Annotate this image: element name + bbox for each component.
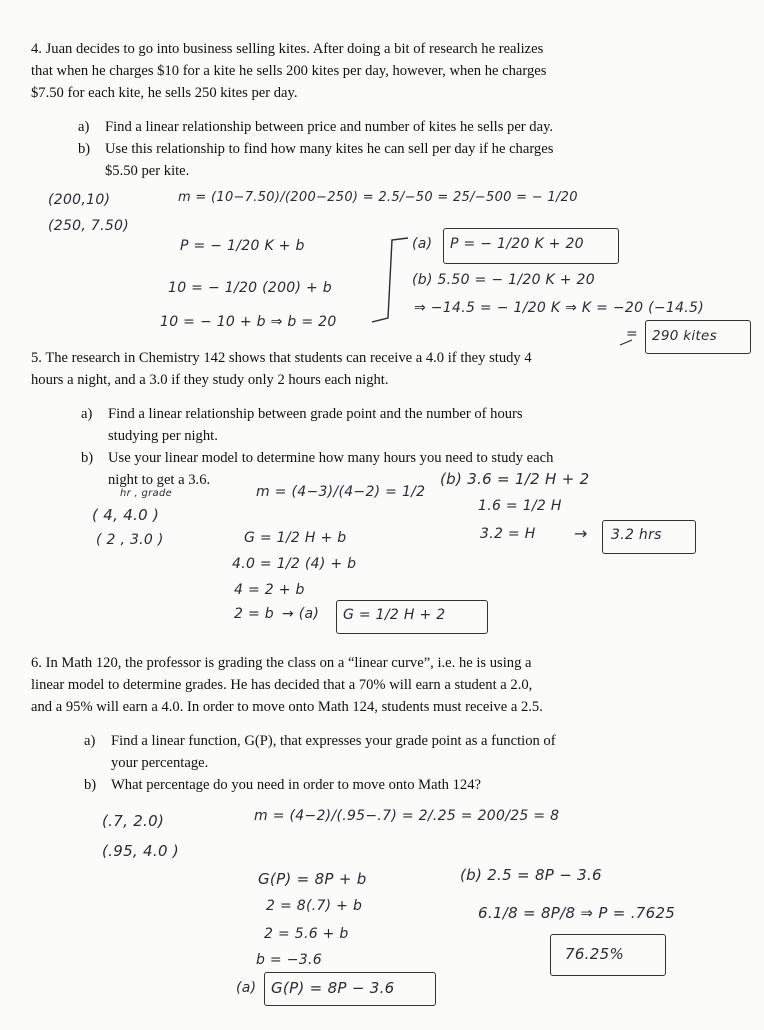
answer-b-box: [645, 320, 751, 354]
hw-part-b-step-2: 6.1/8 = 8P/8 ⇒ P = .7625: [478, 904, 676, 922]
part-a: a) Find a linear relationship between grade point and the number of hours: [81, 406, 523, 422]
answer-a-box: [443, 228, 619, 264]
answer-a-box: [336, 600, 488, 634]
problem-text-line: that when he charges $10 for a kite he sells 200 kites per day, however, when he charges: [31, 63, 547, 79]
hw-point-2: (250, 7.50): [48, 218, 130, 234]
hw-substitution-2: 10 = − 10 + b ⇒ b = 20: [160, 314, 337, 330]
answer-a-box: [264, 972, 436, 1006]
problem-6-parts: [84, 730, 644, 796]
hw-answer-a-label: → (a): [282, 606, 320, 622]
hw-column-note: hr , grade: [120, 488, 173, 499]
hw-slope-intercept-form: G = 1/2 H + b: [244, 530, 347, 546]
hw-part-b-step-1: (b) 3.6 = 1/2 H + 2: [440, 470, 590, 488]
problem-text-line: 4. Juan decides to go into business selling kites. After doing a bit of research he realizes: [31, 41, 544, 57]
problem-text-line: 6. In Math 120, the professor is grading the class on a “linear curve”, i.e. he is using a: [31, 655, 532, 671]
hw-substitution-1: 10 = − 1/20 (200) + b: [168, 280, 332, 296]
problem-text-line: 5. The research in Chemistry 142 shows that students can receive a 4.0 if they study 4: [31, 350, 532, 366]
part-b: b) What percentage do you need in order to move onto Math 124?: [84, 777, 481, 793]
bracket-stroke: [372, 238, 408, 322]
problem-text-line: hours a night, and a 3.0 if they study only 2 hours each night.: [31, 372, 389, 388]
hw-part-b-step-3: 3.2 = H: [480, 526, 536, 542]
part-a-continued: studying per night.: [108, 428, 218, 444]
hw-substitution-3: b = −3.6: [256, 952, 322, 968]
hw-part-b-step-2: ⇒ −14.5 = − 1/20 K ⇒ K = −20 (−14.5): [414, 300, 705, 316]
hw-substitution-1: 2 = 8(.7) + b: [266, 898, 363, 914]
part-a-continued: your percentage.: [111, 755, 209, 771]
problem-4-parts: [78, 116, 638, 182]
hw-slope: m = (4−3)/(4−2) = 1/2: [256, 484, 426, 500]
hw-answer-a: G(P) = 8P − 3.6: [271, 979, 395, 997]
hw-part-b-step-2: 1.6 = 1/2 H: [478, 498, 562, 514]
hw-arrow: →: [574, 524, 588, 543]
hw-answer-b: 3.2 hrs: [611, 527, 662, 543]
hw-equals: =: [626, 326, 639, 342]
answer-b-box: [550, 934, 666, 976]
hw-substitution-1: 4.0 = 1/2 (4) + b: [232, 556, 357, 572]
hw-answer-a: G = 1/2 H + 2: [343, 607, 446, 623]
hw-slope-intercept-form: G(P) = 8P + b: [258, 870, 367, 888]
hw-answer-a-label: (a): [412, 236, 433, 252]
hw-substitution-2: 4 = 2 + b: [234, 582, 305, 598]
part-b: b) Use this relationship to find how many kites he can sell per day if he charges: [78, 141, 554, 157]
problem-5-statement: [31, 347, 631, 391]
part-b-continued: night to get a 3.6.: [108, 472, 211, 488]
part-a: a) Find a linear function, G(P), that expresses your grade point as a function of: [84, 733, 556, 749]
problem-text-line: $7.50 for each kite, he sells 250 kites per day.: [31, 85, 298, 101]
hw-substitution-3: 2 = b: [234, 606, 274, 622]
problem-text-line: linear model to determine grades. He has decided that a 70% will earn a student a 2.0,: [31, 677, 533, 693]
hw-point-1: (.7, 2.0): [102, 812, 165, 830]
hw-part-b-step-1: (b) 2.5 = 8P − 3.6: [460, 866, 602, 884]
problem-4-statement: [31, 38, 631, 104]
hw-answer-a: P = − 1/20 K + 20: [450, 236, 584, 252]
part-b-continued: $5.50 per kite.: [105, 163, 190, 179]
answer-b-box: [602, 520, 696, 554]
hw-answer-b: 290 kites: [652, 328, 717, 344]
hw-point-2: ( 2 , 3.0 ): [96, 532, 164, 548]
problem-6-statement: [31, 652, 631, 718]
hw-point-1: ( 4, 4.0 ): [92, 506, 160, 524]
part-a: a) Find a linear relationship between price and number of kites he sells per day.: [78, 119, 554, 135]
hw-point-2: (.95, 4.0 ): [102, 842, 180, 860]
hw-answer-a-label: (a): [236, 980, 257, 996]
hw-slope: m = (4−2)/(.95−.7) = 2/.25 = 200/25 = 8: [254, 808, 560, 824]
problem-text-line: and a 95% will earn a 4.0. In order to move onto Math 124, students must receive a 2.5.: [31, 699, 543, 715]
hw-slope: m = (10−7.50)/(200−250) = 2.5/−50 = 25/−500 = − 1/20: [178, 190, 578, 205]
part-b: b) Use your linear model to determine how many hours you need to study each: [81, 450, 554, 466]
hw-substitution-2: 2 = 5.6 + b: [264, 926, 349, 942]
hw-part-b-step-1: (b) 5.50 = − 1/20 K + 20: [412, 272, 595, 288]
hw-point-1: (200,10): [48, 192, 111, 208]
hw-slope-intercept-form: P = − 1/20 K + b: [180, 238, 305, 254]
hw-answer-b: 76.25%: [565, 945, 624, 963]
